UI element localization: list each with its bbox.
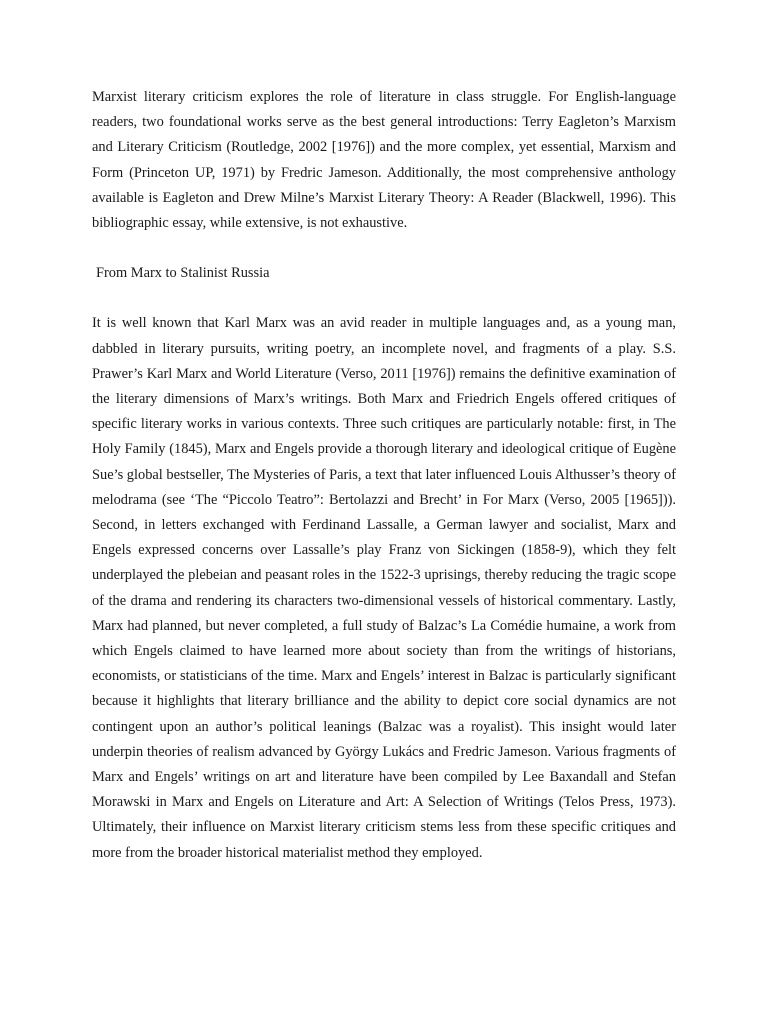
intro-paragraph: Marxist literary criticism explores the role of literature in class struggle. For English-language readers, two foundational works serve as the best general introductions: Terry Eagleton’s Marxism and Literary Criticism (Routledge, 2002 [1976]) and the more complex, yet essential, Marxism and Form (Princeton UP, 1971) by Fredric Jameson. Additionally, the most comprehensive anthology available is Eagleton and Drew Milne’s Marxist Literary Theory: A Reader (Blackwell, 1996). This bibliographic essay, while extensive, is not exhaustive. xyxy=(92,89,676,232)
section-heading: From Marx to Stalinist Russia xyxy=(96,265,270,282)
body-paragraph: It is well known that Karl Marx was an avid reader in multiple languages and, as a young man, dabbled in literary pursuits, writing poetry, an incomplete novel, and fragments of a play. S.S. Prawer’s Karl Marx and World Literature (Verso, 2011 [1976]) remains the definitive examination of the literary dimensions of Marx’s writings. Both Marx and Friedrich Engels offered critiques of specific literary works in various contexts. Three such critiques are particularly notable: first, in The Holy Family (1845), Marx and Engels provide a thorough literary and ideological critique of Eugène Sue’s global bestseller, The Mysteries of Paris, a text that later influenced Louis Althusser’s theory of melodrama (see ‘The “Piccolo Teatro”: Bertolazzi and Brecht’ in For Marx (Verso, 2005 [1965])). Second, in letters exchanged with Ferdinand Lassalle, a German lawyer and socialist, Marx and Engels expressed concerns over Lassalle’s play Franz von Sickingen (1858-9), which they felt underplayed the plebeian and peasant roles in the 1522-3 uprisings, thereby reducing the tragic scope of the drama and rendering its characters two-dimensional vessels of historical commentary. Lastly, Marx had planned, but never completed, a full study of Balzac’s La Comédie humaine, a work from which Engels claimed to have learned more about society than from the writings of historians, economists, or statisticians of the time. Marx and Engels’ interest in Balzac is particularly significant because it highlights that literary brilliance and the ability to depict core social dynamics are not contingent upon an author’s political leanings (Balzac was a royalist). This insight would later underpin theories of realism advanced by György Lukács and Fredric Jameson. Various fragments of Marx and Engels’ writings on art and literature have been compiled by Lee Baxandall and Stefan Morawski in Marx and Engels on Literature and Art: A Selection of Writings (Telos Press, 1973). Ultimately, their influence on Marxist literary criticism stems less from these specific critiques and more from the broader historical materialist method they employed. xyxy=(92,315,676,861)
document-page xyxy=(92,85,676,866)
